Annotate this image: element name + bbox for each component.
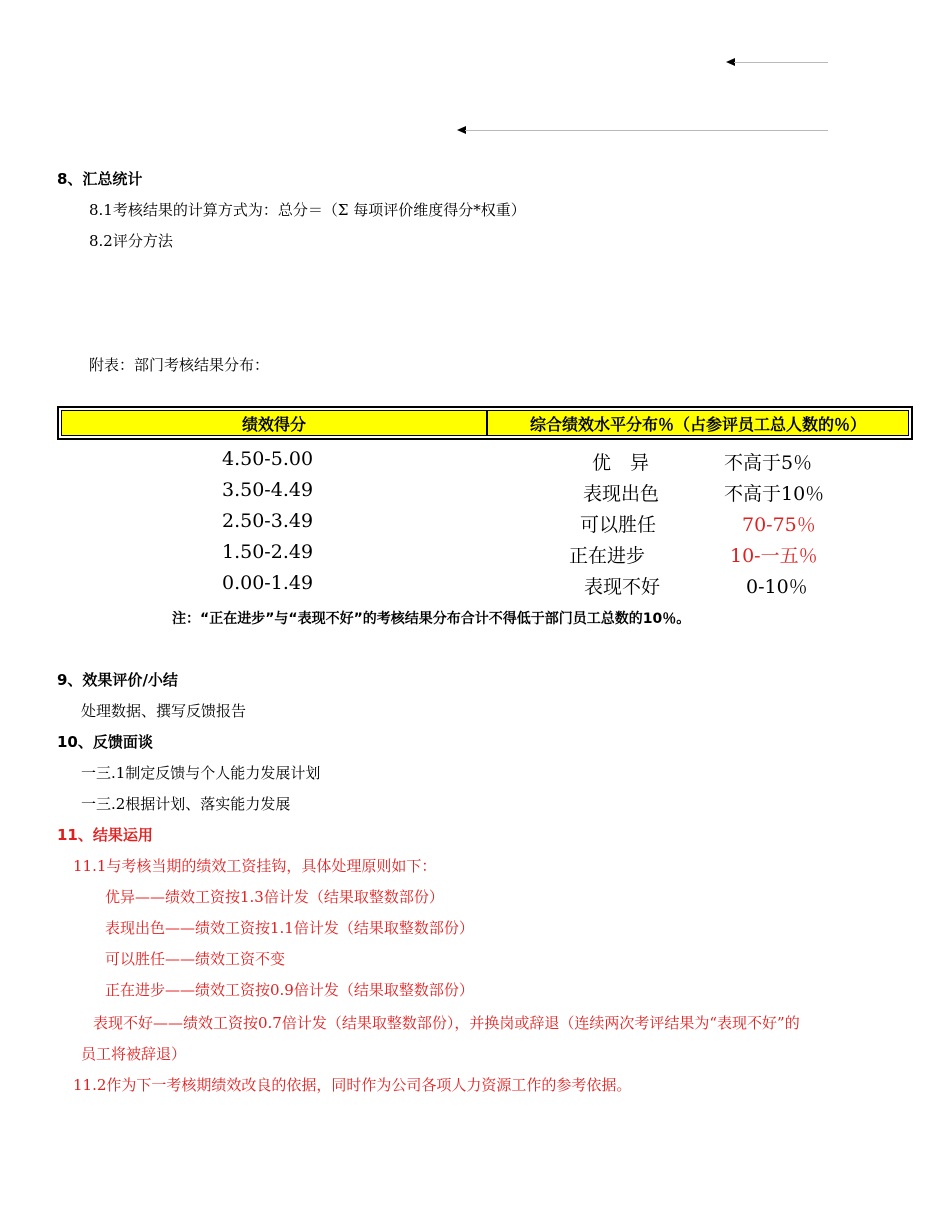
section-10-item-2: 一三.2根据计划、落实能力发展 xyxy=(81,795,291,813)
section-11-title: 11、结果运用 xyxy=(57,826,153,844)
row-2-score: 3.50-4.49 xyxy=(222,479,314,501)
row-5-pct: 0-10％ xyxy=(746,576,808,598)
row-2-pct: 不高于10％ xyxy=(724,483,825,505)
section-10-title: 10、反馈面谈 xyxy=(57,733,153,751)
row-1-pct: 不高于5％ xyxy=(724,452,813,474)
row-4-score: 1.50-2.49 xyxy=(222,541,314,563)
header-distribution: 综合绩效水平分布％（占参评员工总人数的％） xyxy=(487,410,909,436)
section-11-item-2: 11.2作为下一考核期绩效改良的依据，同时作为公司各项人力资源工作的参考依据。 xyxy=(73,1076,632,1094)
section-10-item-1: 一三.1制定反馈与个人能力发展计划 xyxy=(81,764,321,782)
rule-poor-line-2: 员工将被辞退） xyxy=(81,1045,187,1063)
row-4-pct: 10-一五％ xyxy=(730,545,818,567)
row-2-level: 表现出色 xyxy=(583,483,660,505)
rule-outstanding: 表现出色——绩效工资按1.1倍计发（结果取整数部份） xyxy=(105,919,474,937)
section-11-item-1: 11.1与考核当期的绩效工资挂钩，具体处理原则如下： xyxy=(73,857,437,875)
row-1-score: 4.50-5.00 xyxy=(222,448,314,470)
distribution-table-header xyxy=(57,406,913,440)
section-8-item-1: 8.1考核结果的计算方式为：总分＝（Σ 每项评价维度得分*权重） xyxy=(89,201,526,219)
row-4-level: 正在进步 xyxy=(569,545,646,567)
connector-line xyxy=(465,130,828,131)
section-8-title: 8、汇总统计 xyxy=(57,170,143,188)
row-3-score: 2.50-3.49 xyxy=(222,510,314,532)
section-9-title: 9、效果评价/小结 xyxy=(57,671,178,689)
rule-poor-line-1: 表现不好——绩效工资按0.7倍计发（结果取整数部份），并换岗或辞退（连续两次考评结果为“表现不好”的 xyxy=(93,1014,800,1032)
row-1-level: 优 异 xyxy=(592,452,650,474)
section-8-item-2: 8.2评分方法 xyxy=(89,232,173,250)
connector-line xyxy=(734,62,828,63)
row-3-level: 可以胜任 xyxy=(580,514,657,536)
row-3-pct: 70-75％ xyxy=(742,514,816,536)
table-note: 注：“正在进步”与“表现不好”的考核结果分布合计不得低于部门员工总数的10％。 xyxy=(172,611,691,627)
rule-excellent: 优异——绩效工资按1.3倍计发（结果取整数部份） xyxy=(105,888,444,906)
header-score: 绩效得分 xyxy=(61,410,487,436)
rule-competent: 可以胜任——绩效工资不变 xyxy=(105,950,286,968)
section-9-body: 处理数据、撰写反馈报告 xyxy=(81,702,247,720)
row-5-score: 0.00-1.49 xyxy=(222,572,314,594)
rule-improving: 正在进步——绩效工资按0.9倍计发（结果取整数部份） xyxy=(105,981,474,999)
row-5-level: 表现不好 xyxy=(584,576,661,598)
appendix-label: 附表：部门考核结果分布： xyxy=(89,356,270,374)
